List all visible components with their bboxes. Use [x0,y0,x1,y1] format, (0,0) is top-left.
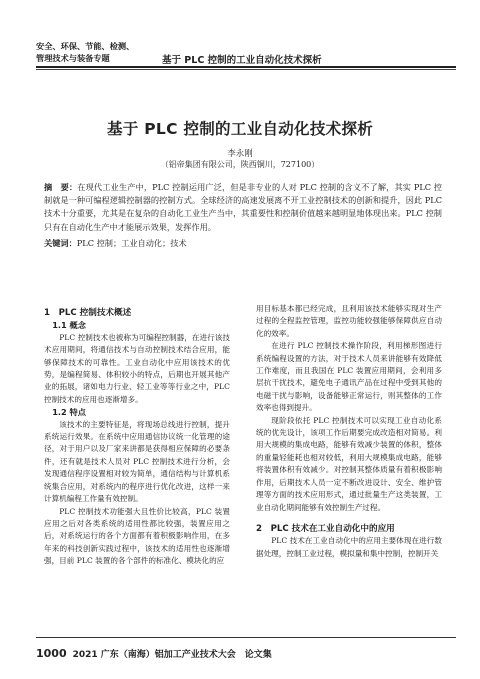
footer-text [36,647,272,660]
running-title: 基于 PLC 控制的工业自动化技术探析 [162,55,322,66]
footer-rule [36,637,456,638]
right-paragraph-3: 现阶段依托 PLC 控制技术可以实现工业自动化系统的优先设计，该项工作后期要完成改造相对简易。利用大规模的集成电路，能够有效减少装置的体积，整体的重量轻能耗也相对较低，利用大规模集成电路，能够将装置体积有效减少。对控制其整体质量有着积极影响作用，后期技术人员一定不断改进设计、安全、维护管理等方面的技术应用形式，通过批量生产这类装置，工业自动化期间能够有效控制生产过程。 [256,415,442,512]
section-2-text: PLC 技术在工业自动化中的应用主要体现在进行数据处理，控制工业过程，模拟量和集中控制，控制开关 [256,536,442,558]
section-2-heading: 2 PLC 技术在工业自动化中的应用 [256,523,395,534]
affiliation: （铝帝集团有限公司，陕西铜川，727100） [160,160,320,169]
header-rule [36,66,456,68]
section-1-2-heading: 1.2 特点 [52,407,86,418]
header-rule-thin [36,69,456,70]
keywords-label: 关键词： [44,238,77,248]
journal-line-1: 安全、环保、节能、检测、 [36,41,135,51]
paper-title: 基于 PLC 控制的工业自动化技术探析 [106,120,374,138]
section-1-1-heading: 1.1 概念 [52,320,86,331]
right-column [256,303,442,560]
section-1-2-paragraph-1: 该技术的主要特征是，将现场总线进行控制，提升系统运行效果。在系统中应用通信协议统一化管理的途径，对于用户以及厂家来讲都是获得相应保障的必要条件，还有就是技术人员对 PLC 控制技术进行分析，会发现通信程序设置相对较为简单，通信结构与计算机系统集合应用，对系统内的程序进行优化改进，这样一来计算机编程工作量有效控制。 [44,419,230,504]
abstract [44,181,442,234]
right-paragraph-1: 用目标基本都已经完成，且利用该技术能够实现对生产过程的全程监控管理，监控功能较强能够保障供应自动化的效率。 [256,304,442,338]
abstract-label: 摘 要： [44,182,78,192]
right-paragraph-2: 在进行 PLC 控制技术操作阶段，利用梯形图进行系统编程设置的方法，对于技术人员来讲能够有效降低工作难度，而且我国在 PLC 装置应用期间，会利用多层抗干扰技术，避免电子通讯产品在过程中受到其他的电磁干扰与影响，设备能够正常运行，则其整体的工作效率也得到提升。 [256,341,442,413]
conference-name: 2021 广东（南海）铝加工产业技术大会 论文集 [72,650,272,660]
left-column [44,307,230,568]
keywords [44,238,442,249]
author: 李永刚 [227,149,253,159]
section-1-heading: 1 PLC 控制技术概述 [44,308,132,318]
section-1-1-text: PLC 控制技术也被称为可编程控制器，在进行该技术应用期间，将通信技术与自动控制技术结合应用，能够保障技术的可靠性。工业自动化中应用该技术的优势，是编程简易、体积较小的特点，后期也开展其他产业的拓展，诸如电力行业、轻工业等等行业之中，PLC 控制技术的应用也逐渐增多。 [44,332,230,404]
journal-section-label [36,40,148,64]
abstract-text: 在现代工业生产中，PLC 控制运用广泛，但是非专业的人对 PLC 控制的含义不了解，其实 PLC 控制就是一种可编程逻辑控制器的控制方式。全球经济的高速发展离不开工业控制技术的创新和提升，因此 PLC 技术十分重要，尤其是在复杂的自动化工业生产当中，其重要性和控制价值越来越明显地体现出来。PLC 控制只有在自动化生产中才能展示效果，发挥作用。 [44,182,442,232]
keywords-text: PLC 控制；工业自动化；技术 [76,238,187,248]
journal-line-2: 管理技术与装备专题 [36,53,110,63]
page-number: 1000 [36,647,67,660]
section-1-2-paragraph-2: PLC 控制技术功能强大且性价比较高，PLC 装置应用之后对各类系统的适用性都比较强，装置应用之后，对系统运行的各个方面都有着积极影响作用，在多年来的科技创新实践过程中，该技术的适用性也逐渐增强，目前 PLC 装置的各个部件的标准化、模块化的应 [44,506,230,566]
